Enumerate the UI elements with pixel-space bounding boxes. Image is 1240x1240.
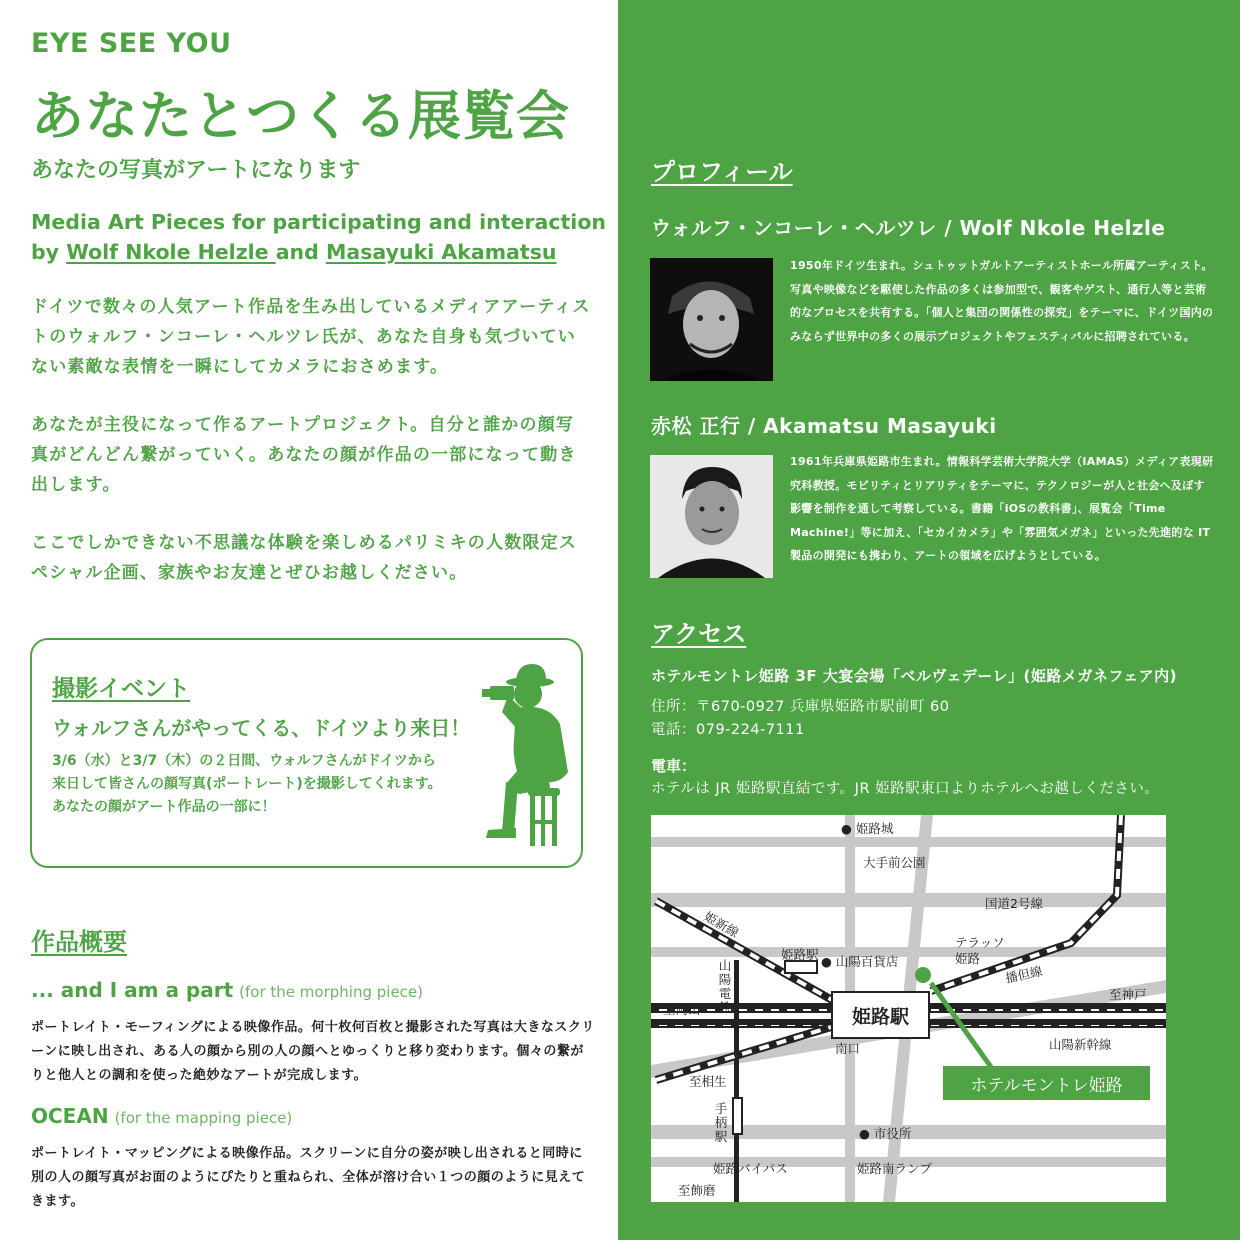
map-label-to-kobe: 至神戸 [1109,987,1147,1002]
event-description [52,750,442,819]
map-hotel-label: ホテルモントレ姫路 [943,1066,1150,1100]
artist1-link[interactable]: Wolf Nkole Helzle [66,240,276,264]
piece2-title [31,1104,292,1128]
access-train-text: ホテルは JR 姫路駅直結です。JR 姫路駅東口よりホテルへお越しください。 [651,781,1160,797]
piece2-title-text: OCEAN [31,1104,109,1128]
eyebrow: EYE SEE YOU [31,28,232,59]
map-label-bantan-line: 播但線 [1003,963,1044,986]
event-heading: 撮影イベント [52,676,190,702]
event-box [30,638,583,868]
map-label-route2: 国道2号線 [985,896,1043,911]
map-label-sanyo-dept: ● 山陽百貨店 [821,954,899,969]
piece2-note: (for the mapping piece) [114,1109,293,1127]
map-label-terrace-2: 姫路 [955,951,981,966]
artist2-link[interactable]: Masayuki Akamatsu [325,240,557,264]
map-label-sanyo-railway: 山陽電鉄 [718,958,732,1015]
map-label-to-shikama: 至飾磨 [678,1183,716,1198]
artist1-bio: 1950年ドイツ生まれ。シュトゥットガルトアーティストホール所属アーティスト。写真や映像などを駆使した作品の多くは参加型で、観客やゲスト、通行人等と芸術的なプロセスを共有する。「個人と集団の関係性の探究」をテーマに、ドイツ国内のみならず世界中の多くの展示プロジェクトやフェスティバルに招聘されている。 [790,259,1214,343]
access-phone: 電話：079-224-7111 [651,722,805,738]
english-tagline: Media Art Pieces for participating and interaction [31,210,607,234]
artist1-portrait [650,258,773,381]
map-label-city-hall: ● 市役所 [859,1126,912,1141]
piece1-title [31,978,423,1002]
map-label-otemae-park: 大手前公園 [863,855,926,870]
profile-heading: プロフィール [651,158,793,186]
access-map [651,815,1166,1202]
map-label-to-okayama: 至岡山 [663,1002,701,1017]
map-label-south-exit: 南口 [835,1041,861,1056]
map-label-tegara: 手柄駅 [714,1101,728,1144]
piece1-description: ポートレイト・モーフィングによる映像作品。何十枚何百枚と撮影された写真は大きなスクリーンに映し出され、ある人の顔から別の人の顔へとゆっくりと移り変わります。個々の繋がりと他人との調和を使った絶妙なアートが完成します。 [31,1020,595,1083]
map-station-himeji: 姫路駅 [831,991,930,1039]
map-label-bypass: 姫路バイパス [713,1161,788,1176]
artist2-name: 赤松 正行 / Akamatsu Masayuki [651,414,997,438]
subtitle: あなたの写真がアートになります [31,158,361,183]
event-line-1: 3/6（水）と3/7（木）の２日間、ウォルフさんがドイツから [52,753,436,769]
page-title: あなたとつくる展覧会 [31,86,570,147]
piece1-note: (for the morphing piece) [239,983,423,1001]
right-column [618,0,1240,1240]
map-label-himeji-castle: ● 姫路城 [841,821,894,836]
photographer-silhouette-icon [468,660,576,848]
intro-paragraph-2: あなたが主役になって作るアートプロジェクト。自分と誰かの顔写真がどんどん繋がっていく。あなたの顔が作品の一部になって動き出します。 [31,415,577,495]
event-line-3: あなたの顔がアート作品の一部に！ [52,799,276,815]
map-label-sanyo-himeji: 姫路駅 [781,947,819,962]
map-label-terrace-1: テラッソ [955,935,1005,950]
intro-paragraph-3: ここでしかできない不思議な体験を楽しめるパリミキの人数限定スペシャル企画、家族やお友達とぜひお越しください。 [31,533,577,583]
piece1-title-text: ... and I am a part [31,978,234,1002]
works-heading: 作品概要 [31,928,127,956]
artist2-bio: 1961年兵庫県姫路市生まれ。情報科学芸術大学院大学（IAMAS）メディア表現研究科教授。モビリティとリアリティをテーマに、テクノロジーが人と社会へ及ぼす影響を制作を通して考察している。書籍「iOSの教科書」、展覧会「Time Machine!」等に加え、｢セカイカメラ」や「雰囲気メガネ」といった先進的な IT 製品の開発にも携わり、アートの領域を広げようとしている。 [790,455,1214,562]
credit-by: by [31,240,67,264]
map-label-himeshin-line: 姫新線 [701,908,742,941]
english-credit [31,240,556,264]
event-line-2: 来日して皆さんの顔写真(ポートレート)を撮影してくれます。 [52,776,442,792]
artist1-name: ウォルフ・ンコーレ・ヘルツレ / Wolf Nkole Helzle [651,216,1166,240]
access-heading: アクセス [651,620,747,648]
credit-and: and [275,240,326,264]
artist2-portrait [650,455,773,578]
map-label-to-aioi: 至相生 [689,1074,727,1089]
map-label-south-ramp: 姫路南ランプ [857,1161,933,1176]
intro-paragraph-1: ドイツで数々の人気アート作品を生み出しているメディアアーティストのウォルフ・ンコーレ・ヘルツレ氏が、あなた自身も気づいていない素敵な表情を一瞬にしてカメラにおさめます。 [31,297,591,377]
map-label-shinkansen: 山陽新幹線 [1049,1037,1112,1052]
left-column [0,0,618,1240]
piece2-description: ポートレイト・マッピングによる映像作品。スクリーンに自分の姿が映し出されると同時に別の人の顔写真がお面のようにぴたりと重ねられ、全体が溶け合い１つの顔のように見えてきます。 [31,1146,586,1209]
access-train-label: 電車： [651,757,697,775]
access-venue: ホテルモントレ姫路 3F 大宴会場「ベルヴェデーレ」(姫路メガネフェア内) [651,667,1177,685]
access-address: 住所：〒670-0927 兵庫県姫路市駅前町 60 [651,699,950,715]
event-subheading: ウォルフさんがやってくる、ドイツより来日！ [52,716,471,740]
